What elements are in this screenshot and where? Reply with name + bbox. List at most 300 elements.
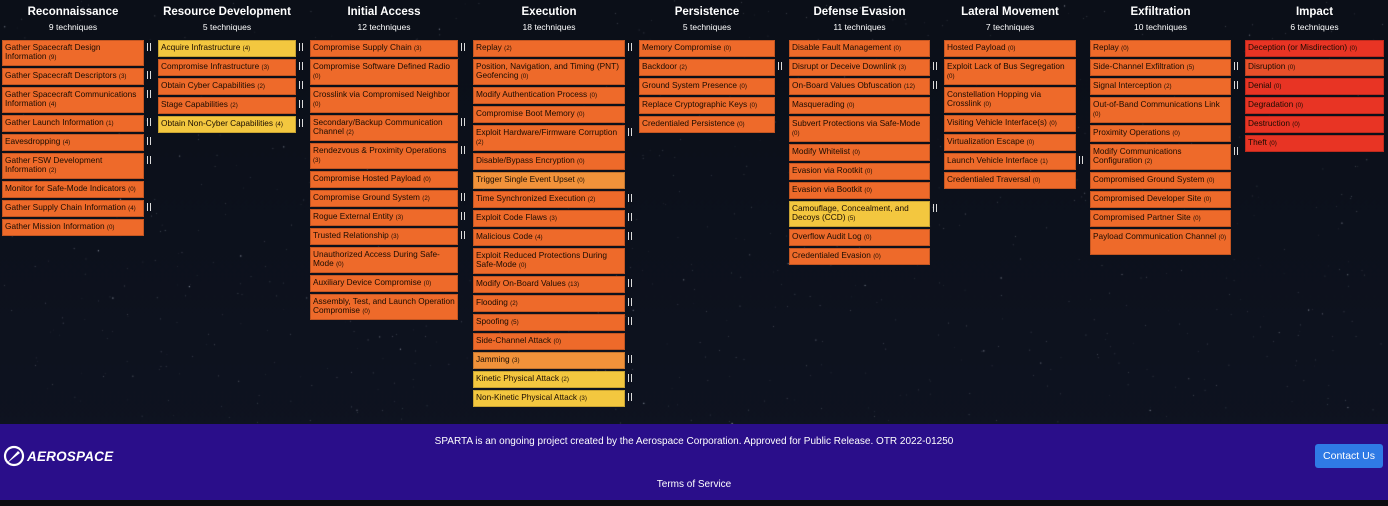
technique-row (473, 125, 625, 151)
technique-cell[interactable] (2, 68, 144, 85)
technique-row (789, 163, 930, 180)
subtechnique-count: (4) (242, 45, 251, 52)
tactic-header[interactable] (310, 5, 458, 33)
tactic-header[interactable] (1245, 5, 1384, 33)
subtechnique-count: (3) (898, 64, 907, 71)
tactic-technique-count: 6 techniques (1290, 22, 1339, 32)
subtechnique-count: (0) (336, 261, 344, 268)
technique-cell[interactable] (473, 352, 625, 369)
technique-cell[interactable] (2, 219, 144, 236)
expand-subtechniques-handle-icon[interactable] (299, 43, 303, 51)
technique-label: Destruction (1248, 118, 1290, 128)
technique-row (473, 371, 625, 388)
technique-cell[interactable] (1090, 191, 1231, 208)
subtechnique-count: (2) (587, 196, 596, 203)
subtechnique-count: (0) (983, 101, 991, 108)
expand-subtechniques-handle-icon[interactable] (628, 317, 632, 325)
technique-label: Side-Channel Attack (476, 335, 552, 345)
subtechnique-count: (5) (847, 215, 856, 222)
subtechnique-count: (0) (864, 187, 872, 194)
technique-row (1090, 97, 1231, 123)
technique-label: Compromise Ground System (313, 192, 420, 202)
technique-label: Subvert Protections via Safe-Mode (792, 118, 921, 128)
technique-row (158, 97, 296, 114)
tactic-header[interactable] (789, 5, 930, 33)
subtechnique-count: (0) (792, 130, 800, 137)
technique-cell[interactable] (473, 276, 625, 293)
technique-cell[interactable] (158, 78, 296, 95)
technique-label: Acquire Infrastructure (161, 42, 241, 52)
technique-cell[interactable] (639, 97, 775, 114)
technique-row (789, 248, 930, 265)
technique-row (1245, 40, 1384, 57)
expand-subtechniques-handle-icon[interactable] (628, 298, 632, 306)
subtechnique-count: (0) (313, 73, 321, 80)
contact-us-button[interactable]: Contact Us (1315, 444, 1383, 468)
tactic-column-execution (473, 5, 625, 409)
technique-row (310, 294, 458, 320)
technique-row (944, 59, 1076, 85)
technique-cell[interactable] (944, 134, 1076, 151)
technique-cell[interactable] (158, 97, 296, 114)
technique-cell[interactable] (639, 78, 775, 95)
subtechnique-count: (0) (947, 73, 955, 80)
expand-subtechniques-handle-icon[interactable] (461, 43, 465, 51)
technique-cell[interactable] (310, 59, 458, 85)
technique-label: Jamming (476, 354, 510, 364)
technique-cell[interactable] (310, 209, 458, 226)
technique-label: Credentialed Traversal (947, 174, 1031, 184)
technique-row (789, 201, 930, 227)
subtechnique-count: (0) (423, 280, 432, 287)
technique-cell[interactable] (473, 248, 625, 274)
technique-cell[interactable] (473, 210, 625, 227)
technique-cell[interactable] (310, 40, 458, 57)
technique-cell[interactable] (944, 40, 1076, 57)
expand-subtechniques-handle-icon[interactable] (778, 62, 782, 70)
expand-subtechniques-handle-icon[interactable] (933, 62, 937, 70)
technique-label: Visiting Vehicle Interface(s) (947, 117, 1047, 127)
expand-subtechniques-handle-icon[interactable] (147, 90, 151, 98)
technique-cell[interactable] (789, 201, 930, 227)
technique-cell[interactable] (1090, 125, 1231, 142)
technique-cell[interactable] (1090, 172, 1231, 189)
technique-label: Exploit Code Flaws (476, 212, 548, 222)
technique-cell[interactable] (2, 200, 144, 217)
technique-row (2, 40, 144, 66)
expand-subtechniques-handle-icon[interactable] (1079, 156, 1083, 164)
technique-label: Launch Vehicle Interface (947, 155, 1038, 165)
technique-label: Assembly, Test, and Launch Operation Compromise (313, 296, 455, 315)
subtechnique-count: (2) (510, 300, 518, 307)
technique-cell[interactable] (944, 59, 1076, 85)
technique-cell[interactable] (1245, 135, 1384, 152)
technique-row (789, 40, 930, 57)
technique-cell[interactable] (1245, 59, 1384, 76)
technique-label: Virtualization Escape (947, 136, 1025, 146)
bottom-edge (0, 500, 1388, 506)
subtechnique-count: (0) (1049, 120, 1057, 127)
technique-cell[interactable] (473, 87, 625, 104)
expand-subtechniques-handle-icon[interactable] (299, 62, 303, 70)
technique-label: Evasion via Rootkit (792, 165, 863, 175)
subtechnique-count: (0) (1218, 234, 1227, 241)
tactic-name: Persistence (674, 6, 740, 18)
technique-cell[interactable] (1245, 97, 1384, 114)
technique-cell[interactable] (310, 87, 458, 113)
subtechnique-count: (12) (903, 83, 915, 90)
technique-cell[interactable] (944, 87, 1076, 113)
technique-label: Payload Communication Channel (1093, 231, 1217, 241)
subtechnique-count: (0) (577, 177, 585, 184)
technique-label: Crosslink via Compromised Neighbor (313, 89, 450, 99)
technique-cell[interactable] (2, 87, 144, 113)
technique-row (789, 182, 930, 199)
technique-label: Obtain Cyber Capabilities (161, 80, 256, 90)
technique-cell[interactable] (473, 371, 625, 388)
technique-cell[interactable] (310, 190, 458, 207)
technique-cell[interactable] (1090, 229, 1231, 255)
technique-row (2, 219, 144, 236)
technique-row (944, 153, 1076, 170)
technique-row (310, 115, 458, 141)
technique-label: Deception (or Misdirection) (1248, 42, 1348, 52)
technique-row (2, 134, 144, 151)
technique-cell[interactable] (789, 78, 930, 95)
technique-cell[interactable] (473, 191, 625, 208)
subtechnique-count: (2) (504, 45, 512, 52)
technique-cell[interactable] (473, 295, 625, 312)
technique-label: Gather Launch Information (5, 117, 104, 127)
technique-cell[interactable] (2, 134, 144, 151)
technique-cell[interactable] (944, 153, 1076, 170)
technique-label: Modify On-Board Values (476, 278, 566, 288)
technique-cell[interactable] (1090, 144, 1231, 170)
technique-cell[interactable] (789, 182, 930, 199)
technique-label: Stage Capabilities (161, 99, 228, 109)
technique-label: Gather Spacecraft Design Information (5, 42, 101, 61)
technique-row (473, 248, 625, 274)
technique-row (1090, 40, 1231, 57)
expand-subtechniques-handle-icon[interactable] (628, 232, 632, 240)
subtechnique-count: (0) (1273, 83, 1282, 90)
tactic-name: Exfiltration (1130, 6, 1191, 18)
subtechnique-count: (0) (577, 158, 585, 165)
technique-label: Camouflage, Concealment, and Decoys (CCD) (792, 203, 909, 222)
subtechnique-count: (3) (261, 64, 270, 71)
technique-cell[interactable] (473, 172, 625, 189)
expand-subtechniques-handle-icon[interactable] (147, 43, 151, 51)
subtechnique-count: (0) (1287, 64, 1296, 71)
expand-subtechniques-handle-icon[interactable] (147, 118, 151, 126)
technique-row (473, 229, 625, 246)
subtechnique-count: (2) (679, 64, 687, 71)
expand-subtechniques-handle-icon[interactable] (628, 213, 632, 221)
technique-row (944, 87, 1076, 113)
subtechnique-count: (3) (118, 73, 127, 80)
technique-label: Masquerading (792, 99, 845, 109)
technique-cell[interactable] (1090, 40, 1231, 57)
tactic-column-lateral-movement (944, 5, 1076, 191)
expand-subtechniques-handle-icon[interactable] (299, 81, 303, 89)
technique-label: Constellation Hopping via Crosslink (947, 89, 1042, 108)
technique-cell[interactable] (473, 40, 625, 57)
technique-row (944, 115, 1076, 132)
technique-cell[interactable] (789, 163, 930, 180)
tactic-technique-count: 5 techniques (202, 22, 252, 32)
technique-label: Modify Communications Configuration (1093, 146, 1182, 165)
technique-cell[interactable] (473, 106, 625, 123)
expand-subtechniques-handle-icon[interactable] (461, 146, 465, 154)
technique-cell[interactable] (473, 153, 625, 170)
subtechnique-count: (0) (128, 186, 136, 193)
technique-row (310, 40, 458, 57)
technique-row (1245, 59, 1384, 76)
technique-cell[interactable] (639, 59, 775, 76)
subtechnique-count: (1) (1040, 158, 1048, 165)
technique-cell[interactable] (1245, 40, 1384, 57)
subtechnique-count: (0) (553, 338, 562, 345)
technique-label: Time Synchronized Execution (476, 193, 586, 203)
subtechnique-count: (0) (576, 111, 585, 118)
technique-row (2, 200, 144, 217)
technique-cell[interactable] (310, 247, 458, 273)
subtechnique-count: (3) (579, 395, 587, 402)
technique-cell[interactable] (789, 144, 930, 161)
technique-row (1090, 172, 1231, 189)
technique-cell[interactable] (158, 40, 296, 57)
technique-row (1090, 191, 1231, 208)
technique-label: Ground System Presence (642, 80, 737, 90)
subtechnique-count: (1) (106, 120, 114, 127)
expand-subtechniques-handle-icon[interactable] (461, 212, 465, 220)
technique-row (639, 116, 775, 133)
technique-cell[interactable] (639, 116, 775, 133)
subtechnique-count: (5) (511, 319, 519, 326)
technique-label: Side-Channel Exfiltration (1093, 61, 1185, 71)
expand-subtechniques-handle-icon[interactable] (147, 156, 151, 164)
technique-cell[interactable] (789, 229, 930, 246)
subtechnique-count: (0) (863, 234, 872, 241)
expand-subtechniques-handle-icon[interactable] (628, 128, 632, 136)
technique-label: Compromise Boot Memory (476, 108, 575, 118)
technique-row (789, 59, 930, 76)
subtechnique-count: (0) (1093, 111, 1101, 118)
technique-cell[interactable] (473, 314, 625, 331)
tactic-name: Execution (521, 6, 577, 18)
technique-cell[interactable] (473, 333, 625, 350)
technique-label: Compromise Infrastructure (161, 61, 260, 71)
technique-label: Monitor for Safe-Mode Indicators (5, 183, 126, 193)
technique-label: On-Board Values Obfuscation (792, 80, 902, 90)
technique-row (158, 116, 296, 133)
technique-cell[interactable] (310, 275, 458, 292)
expand-subtechniques-handle-icon[interactable] (628, 393, 632, 401)
technique-cell[interactable] (310, 294, 458, 320)
technique-row (310, 190, 458, 207)
expand-subtechniques-handle-icon[interactable] (628, 194, 632, 202)
technique-label: Gather Spacecraft Communications Information (5, 89, 137, 108)
technique-label: Exploit Lack of Bus Segregation (947, 61, 1065, 71)
technique-row (310, 59, 458, 85)
aerospace-emblem-icon (3, 445, 25, 467)
expand-subtechniques-handle-icon[interactable] (461, 193, 465, 201)
expand-subtechniques-handle-icon[interactable] (628, 355, 632, 363)
technique-cell[interactable] (2, 40, 144, 66)
subtechnique-count: (2) (422, 195, 430, 202)
subtechnique-count: (0) (749, 102, 758, 109)
technique-label: Non-Kinetic Physical Attack (476, 392, 577, 402)
aerospace-logo[interactable] (3, 445, 113, 467)
expand-subtechniques-handle-icon[interactable] (299, 119, 303, 127)
expand-subtechniques-handle-icon[interactable] (461, 118, 465, 126)
technique-row (473, 276, 625, 293)
technique-row (473, 390, 625, 407)
technique-row (2, 181, 144, 198)
subtechnique-count: (0) (852, 149, 860, 156)
technique-cell[interactable] (310, 228, 458, 245)
subtechnique-count: (0) (1203, 196, 1212, 203)
technique-cell[interactable] (639, 40, 775, 57)
tactic-column-exfiltration (1090, 5, 1231, 257)
technique-label: Trigger Single Event Upset (476, 174, 575, 184)
technique-cell[interactable] (158, 116, 296, 133)
tactic-header[interactable] (944, 5, 1076, 33)
expand-subtechniques-handle-icon[interactable] (1234, 62, 1238, 70)
subtechnique-count: (4) (62, 139, 71, 146)
technique-cell[interactable] (2, 115, 144, 132)
technique-cell[interactable] (789, 97, 930, 114)
technique-cell[interactable] (310, 171, 458, 188)
tactic-header[interactable] (1090, 5, 1231, 33)
expand-subtechniques-handle-icon[interactable] (147, 203, 151, 211)
expand-subtechniques-handle-icon[interactable] (147, 71, 151, 79)
technique-label: Gather Supply Chain Information (5, 202, 126, 212)
technique-cell[interactable] (789, 59, 930, 76)
expand-subtechniques-handle-icon[interactable] (299, 100, 303, 108)
technique-cell[interactable] (1090, 210, 1231, 227)
technique-label: Flooding (476, 297, 508, 307)
technique-cell[interactable] (789, 248, 930, 265)
subtechnique-count: (3) (511, 357, 520, 364)
expand-subtechniques-handle-icon[interactable] (1234, 147, 1238, 155)
subtechnique-count: (2) (48, 167, 57, 174)
technique-row (473, 40, 625, 57)
subtechnique-count: (0) (1007, 45, 1016, 52)
technique-cell[interactable] (1090, 78, 1231, 95)
tactic-header[interactable] (158, 5, 296, 33)
tactic-header[interactable] (639, 5, 775, 33)
technique-cell[interactable] (473, 125, 625, 151)
technique-label: Theft (1248, 137, 1267, 147)
expand-subtechniques-handle-icon[interactable] (628, 374, 632, 382)
subtechnique-count: (0) (1121, 45, 1129, 52)
technique-row (944, 172, 1076, 189)
technique-label: Out-of-Band Communications Link (1093, 99, 1220, 109)
subtechnique-count: (0) (520, 73, 529, 80)
technique-row (789, 116, 930, 142)
technique-cell[interactable] (2, 181, 144, 198)
technique-row (2, 153, 144, 179)
technique-cell[interactable] (2, 153, 144, 179)
technique-cell[interactable] (1245, 78, 1384, 95)
technique-cell[interactable] (473, 59, 625, 85)
subtechnique-count: (0) (1292, 121, 1300, 128)
technique-cell[interactable] (944, 172, 1076, 189)
technique-row (158, 59, 296, 76)
expand-subtechniques-handle-icon[interactable] (147, 137, 151, 145)
technique-label: Secondary/Backup Communication Channel (313, 117, 443, 136)
technique-cell[interactable] (789, 116, 930, 142)
technique-label: Hosted Payload (947, 42, 1006, 52)
terms-of-service-link[interactable]: Terms of Service (656, 479, 732, 490)
tactic-technique-count: 7 techniques (985, 22, 1035, 32)
technique-label: Auxiliary Device Compromise (313, 277, 422, 287)
expand-subtechniques-handle-icon[interactable] (933, 81, 937, 89)
technique-label: Exploit Hardware/Firmware Corruption (476, 127, 618, 137)
subtechnique-count: (3) (313, 157, 321, 164)
expand-subtechniques-handle-icon[interactable] (628, 43, 632, 51)
technique-cell[interactable] (1090, 97, 1231, 123)
subtechnique-count: (3) (414, 45, 422, 52)
technique-cell[interactable] (1090, 59, 1231, 76)
technique-cell[interactable] (473, 390, 625, 407)
tactic-column-resource-development (158, 5, 296, 135)
subtechnique-count: (3) (395, 214, 404, 221)
tactic-technique-count: 9 techniques (48, 22, 98, 32)
expand-subtechniques-handle-icon[interactable] (933, 204, 937, 212)
expand-subtechniques-handle-icon[interactable] (1234, 81, 1238, 89)
technique-cell[interactable] (158, 59, 296, 76)
subtechnique-count: (0) (1172, 130, 1180, 137)
technique-cell[interactable] (310, 115, 458, 141)
technique-label: Gather Spacecraft Descriptors (5, 70, 117, 80)
tactic-column-defense-evasion (789, 5, 930, 267)
subtechnique-count: (2) (561, 376, 569, 383)
technique-row (473, 333, 625, 350)
subtechnique-count: (0) (846, 102, 855, 109)
technique-label: Replay (1093, 42, 1119, 52)
technique-row (639, 40, 775, 57)
technique-cell[interactable] (944, 115, 1076, 132)
expand-subtechniques-handle-icon[interactable] (461, 231, 465, 239)
tactic-header[interactable] (473, 5, 625, 33)
technique-cell[interactable] (789, 40, 930, 57)
subtechnique-count: (0) (423, 176, 431, 183)
technique-cell[interactable] (473, 229, 625, 246)
technique-cell[interactable] (310, 143, 458, 169)
technique-row (310, 228, 458, 245)
technique-label: Disrupt or Deceive Downlink (792, 61, 897, 71)
tactic-technique-count: 10 techniques (1134, 22, 1187, 32)
technique-row (639, 97, 775, 114)
expand-subtechniques-handle-icon[interactable] (628, 279, 632, 287)
subtechnique-count: (2) (346, 129, 354, 136)
tactic-header[interactable] (2, 5, 144, 33)
subtechnique-count: (0) (1349, 45, 1358, 52)
technique-label: Rogue External Entity (313, 211, 394, 221)
technique-cell[interactable] (1245, 116, 1384, 133)
tactic-technique-count: 12 techniques (357, 22, 411, 32)
technique-row (310, 143, 458, 169)
technique-row (310, 247, 458, 273)
technique-label: Obtain Non-Cyber Capabilities (161, 118, 274, 128)
technique-row (639, 59, 775, 76)
subtechnique-count: (0) (739, 83, 747, 90)
technique-label: Memory Compromise (642, 42, 722, 52)
subtechnique-count: (0) (737, 121, 745, 128)
technique-label: Credentialed Persistence (642, 118, 735, 128)
